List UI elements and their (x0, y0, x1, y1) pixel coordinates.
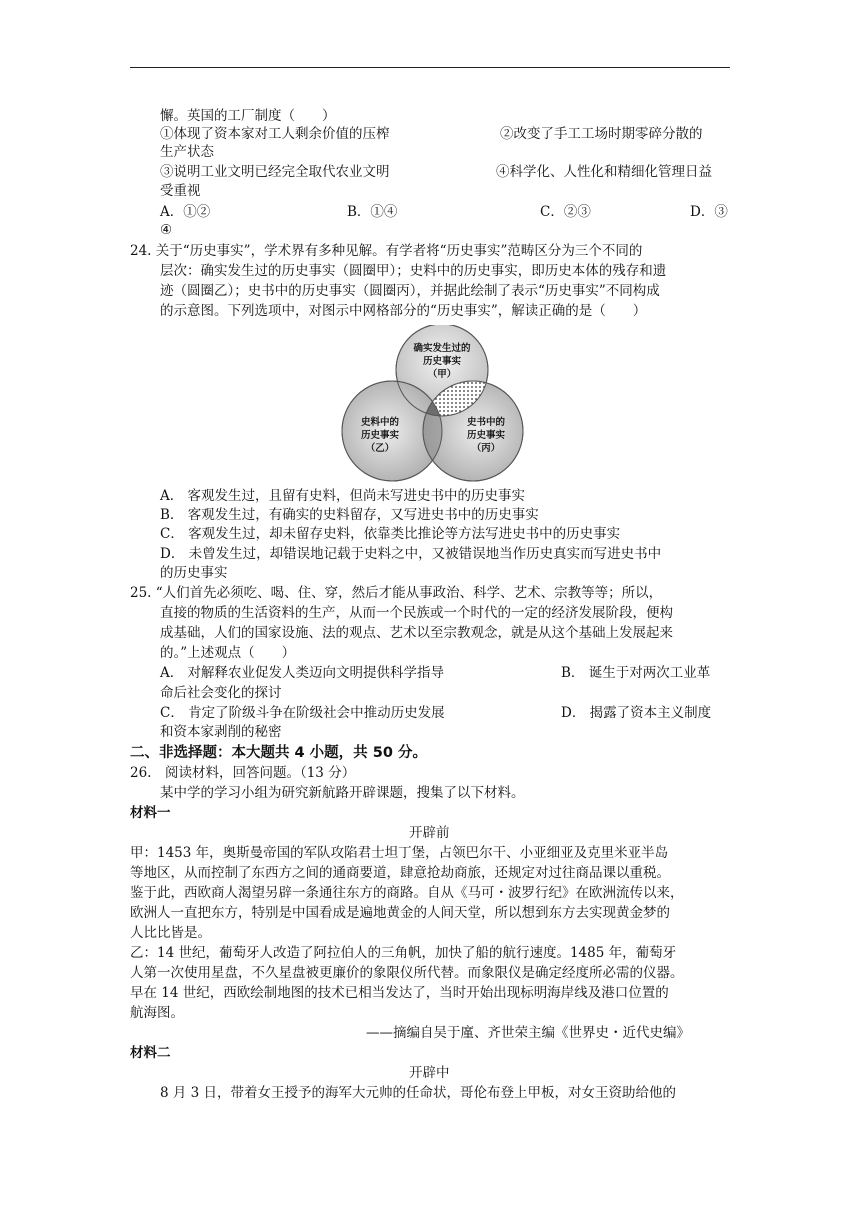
text-line: 航海图。 (130, 1005, 184, 1021)
label-bing-1: 史书中的 (466, 417, 506, 428)
label-yi-2: 历史事实 (360, 430, 400, 441)
text-line: 的示意图。下列选项中，对图示中网格部分的“历史事实”，解读正确的是（ ） (160, 303, 647, 319)
text-line: C．②③ (540, 204, 591, 220)
header-rule (130, 67, 730, 68)
text-line: 欧洲人一直把东方，特别是中国看成是遍地黄金的人间天堂，所以想到东方去实现黄金梦的 (130, 905, 670, 921)
text-line: 生产状态 (160, 144, 214, 160)
text-line: 人比比皆是。 (130, 925, 211, 941)
label-bing-3: （丙） (471, 443, 501, 454)
option-line: C． 客观发生过，却未留存史料，依靠类比推论等方法写进史书中的历史事实 (160, 526, 621, 542)
material-1-source: ——摘编自吴于廑、齐世荣主编《世界史・近代史编》 (366, 1025, 690, 1041)
label-bing-2: 历史事实 (466, 430, 506, 441)
text-line: C． 肯定了阶级斗争在阶级社会中推动历史发展 (160, 705, 445, 721)
text-line: 等地区，从而控制了东西方之间的通商要道，肆意抢劫商旅，还规定对过往商品课以重税。 (130, 865, 670, 881)
text-line: 鉴于此，西欧商人渴望另辟一条通往东方的商路。自从《马可・波罗行纪》在欧洲流传以来， (130, 885, 684, 901)
text-line: 的。”上述观点（ ） (160, 645, 296, 661)
option-line: B． 客观发生过，有确实的史料留存，又写进史书中的历史事实 (160, 507, 539, 523)
text-line: ④ (160, 222, 173, 238)
text-line: 某中学的学习小组为研究新航路开辟课题，搜集了以下材料。 (160, 785, 525, 801)
text-line: 8 月 3 日，带着女王授予的海军大元帅的任命状，哥伦布登上甲板，对女王资助给他的 (160, 1085, 677, 1101)
text-line: 受重视 (160, 183, 201, 199)
text-line: 26. 阅读材料，回答问题。（13 分） (130, 765, 356, 781)
text-line: 24. 关于“历史事实”，学术界有多种见解。有学者将“历史事实”范畴区分为三个不同的 (130, 243, 643, 259)
material-2-title: 开辟中 (409, 1065, 450, 1081)
label-jia-2: 历史事实 (422, 356, 462, 367)
text-line: A．①② (160, 204, 211, 220)
text-line: D． 揭露了资本主义制度 (561, 705, 712, 721)
label-jia-1: 确实发生过的 (413, 343, 471, 354)
text-line: 迹（圆圈乙）；史书中的历史事实（圆圈丙），并据此绘制了表示“历史事实”不同构成 (160, 283, 660, 299)
text-line: 乙：14 世纪，葡萄牙人改造了阿拉伯人的三角帆，加快了船的航行速度。1485 年，葡萄牙 (130, 945, 677, 961)
option-line: 的历史事实 (160, 565, 228, 581)
text-line: 层次：确实发生过的历史事实（圆圈甲）；史料中的历史事实，即历史本体的残存和遗 (160, 263, 667, 279)
option-line: D． 未曾发生过，却错误地记载于史料之中，又被错误地当作历史真实而写进史书中 (160, 546, 662, 562)
text-line: 懈。英国的工厂制度（ ） (160, 108, 336, 124)
material-1-label: 材料一 (130, 805, 171, 821)
text-line: 早在 14 世纪，西欧绘制地图的技术已相当发达了，当时开始出现标明海岸线及港口位置的 (130, 985, 669, 1001)
text-line: ④科学化、人性化和精细化管理日益 (496, 164, 712, 180)
material-2-label: 材料二 (130, 1045, 171, 1061)
text-line: 直接的物质的生活资料的生产，从而一个民族或一个时代的一定的经济发展阶段，便构 (160, 605, 673, 621)
label-yi-1: 史料中的 (360, 417, 400, 428)
text-line: B．①④ (347, 204, 398, 220)
text-line: 成基础，人们的国家设施、法的观点、艺术以至宗教观念，就是从这个基础上发展起来 (160, 625, 673, 641)
text-line: B． 诞生于对两次工业革 (561, 665, 711, 681)
text-line: 和资本家剥削的秘密 (160, 724, 282, 740)
section-2-heading: 二、非选择题：本大题共 4 小题，共 50 分。 (130, 745, 427, 761)
text-line: 命后社会变化的探讨 (160, 685, 282, 701)
text-line: ②改变了手工工场时期零碎分散的 (500, 126, 703, 142)
text-line: ③说明工业文明已经完全取代农业文明 (160, 164, 390, 180)
material-1-title: 开辟前 (409, 825, 450, 841)
text-line: ①体现了资本家对工人剩余价值的压榨 (160, 126, 390, 142)
label-jia-3: （甲） (427, 369, 457, 380)
venn-diagram (334, 325, 550, 483)
text-line: 25. “人们首先必须吃、喝、住、穿，然后才能从事政治、科学、艺术、宗教等等；所以， (130, 585, 663, 601)
text-line: D．③ (690, 204, 728, 220)
text-line: 甲：1453 年，奥斯曼帝国的军队攻陷君士坦丁堡，占领巴尔干、小亚细亚及克里米亚半岛 (130, 845, 669, 861)
text-line: A． 对解释农业促发人类迈向文明提供科学指导 (160, 665, 445, 681)
label-yi-3: （乙） (365, 443, 395, 454)
text-line: 人第一次使用星盘，不久星盘被更廉价的象限仪所代替。而象限仪是确定经度所必需的仪器。 (130, 965, 684, 981)
option-line: A． 客观发生过，且留有史料，但尚未写进史书中的历史事实 (160, 488, 526, 504)
